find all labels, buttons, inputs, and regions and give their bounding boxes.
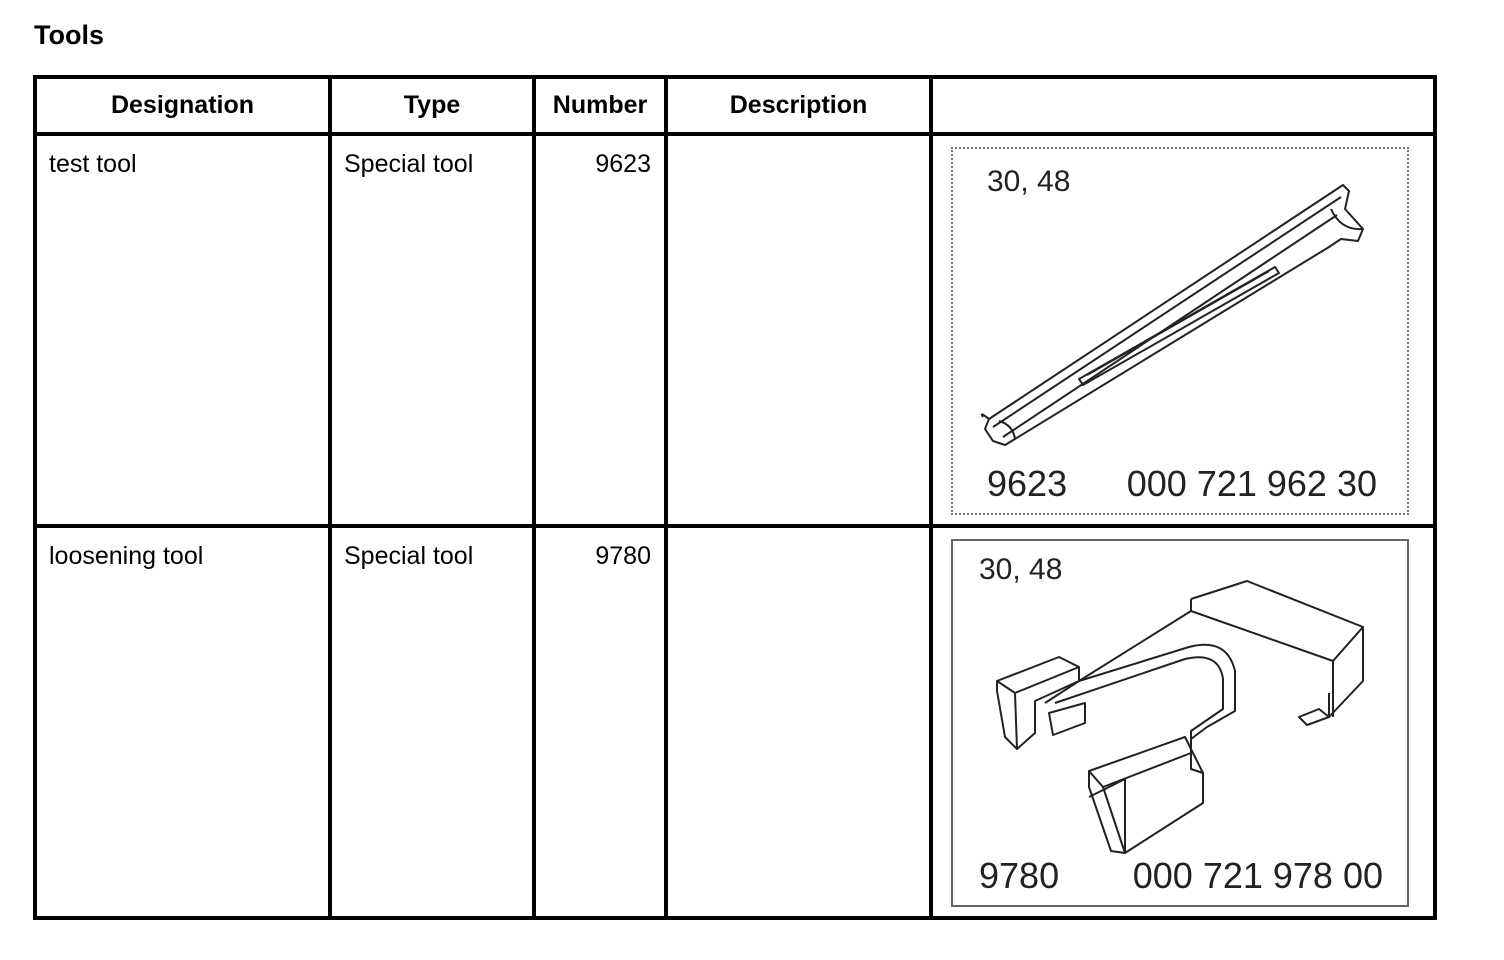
illustration-ref: 30, 48 xyxy=(987,165,1071,198)
column-header-description: Description xyxy=(666,77,931,134)
type-text: Special tool xyxy=(344,150,474,178)
description-text xyxy=(668,528,929,542)
designation-text: test tool xyxy=(49,150,137,178)
illustration-tool-number: 9780 xyxy=(979,855,1060,896)
illustration-tool-number: 9623 xyxy=(987,463,1068,504)
description-cell xyxy=(666,134,931,526)
illustration-cell xyxy=(931,134,1435,526)
type-cell xyxy=(330,134,534,526)
page-title: Tools xyxy=(34,20,104,50)
table-row xyxy=(35,134,1435,526)
illustration-cell xyxy=(931,526,1435,918)
type-cell xyxy=(330,526,534,918)
loosening-tool-drawing-icon xyxy=(953,541,1411,909)
illustration-ref: 30, 48 xyxy=(979,553,1063,586)
designation-cell xyxy=(35,526,330,918)
number-text: 9780 xyxy=(595,542,651,570)
type-text: Special tool xyxy=(344,542,474,570)
table-header-row xyxy=(35,77,1435,134)
tools-table xyxy=(33,75,1437,920)
designation-text: loosening tool xyxy=(49,542,204,570)
column-header-number: Number xyxy=(534,77,666,134)
test-tool-drawing-icon xyxy=(953,149,1411,517)
designation-cell xyxy=(35,134,330,526)
table-row xyxy=(35,526,1435,918)
illustration-part-number: 000 721 978 00 xyxy=(1132,855,1383,896)
number-text: 9623 xyxy=(595,150,651,178)
description-cell xyxy=(666,526,931,918)
number-cell xyxy=(534,526,666,918)
description-text xyxy=(668,136,929,150)
number-cell xyxy=(534,134,666,526)
column-header-designation: Designation xyxy=(35,77,330,134)
column-header-type: Type xyxy=(330,77,534,134)
illustration-part-number: 000 721 962 30 xyxy=(1126,463,1377,504)
test-tool-illustration xyxy=(951,147,1409,515)
column-header-illustration xyxy=(931,77,1435,134)
loosening-tool-illustration xyxy=(951,539,1409,907)
